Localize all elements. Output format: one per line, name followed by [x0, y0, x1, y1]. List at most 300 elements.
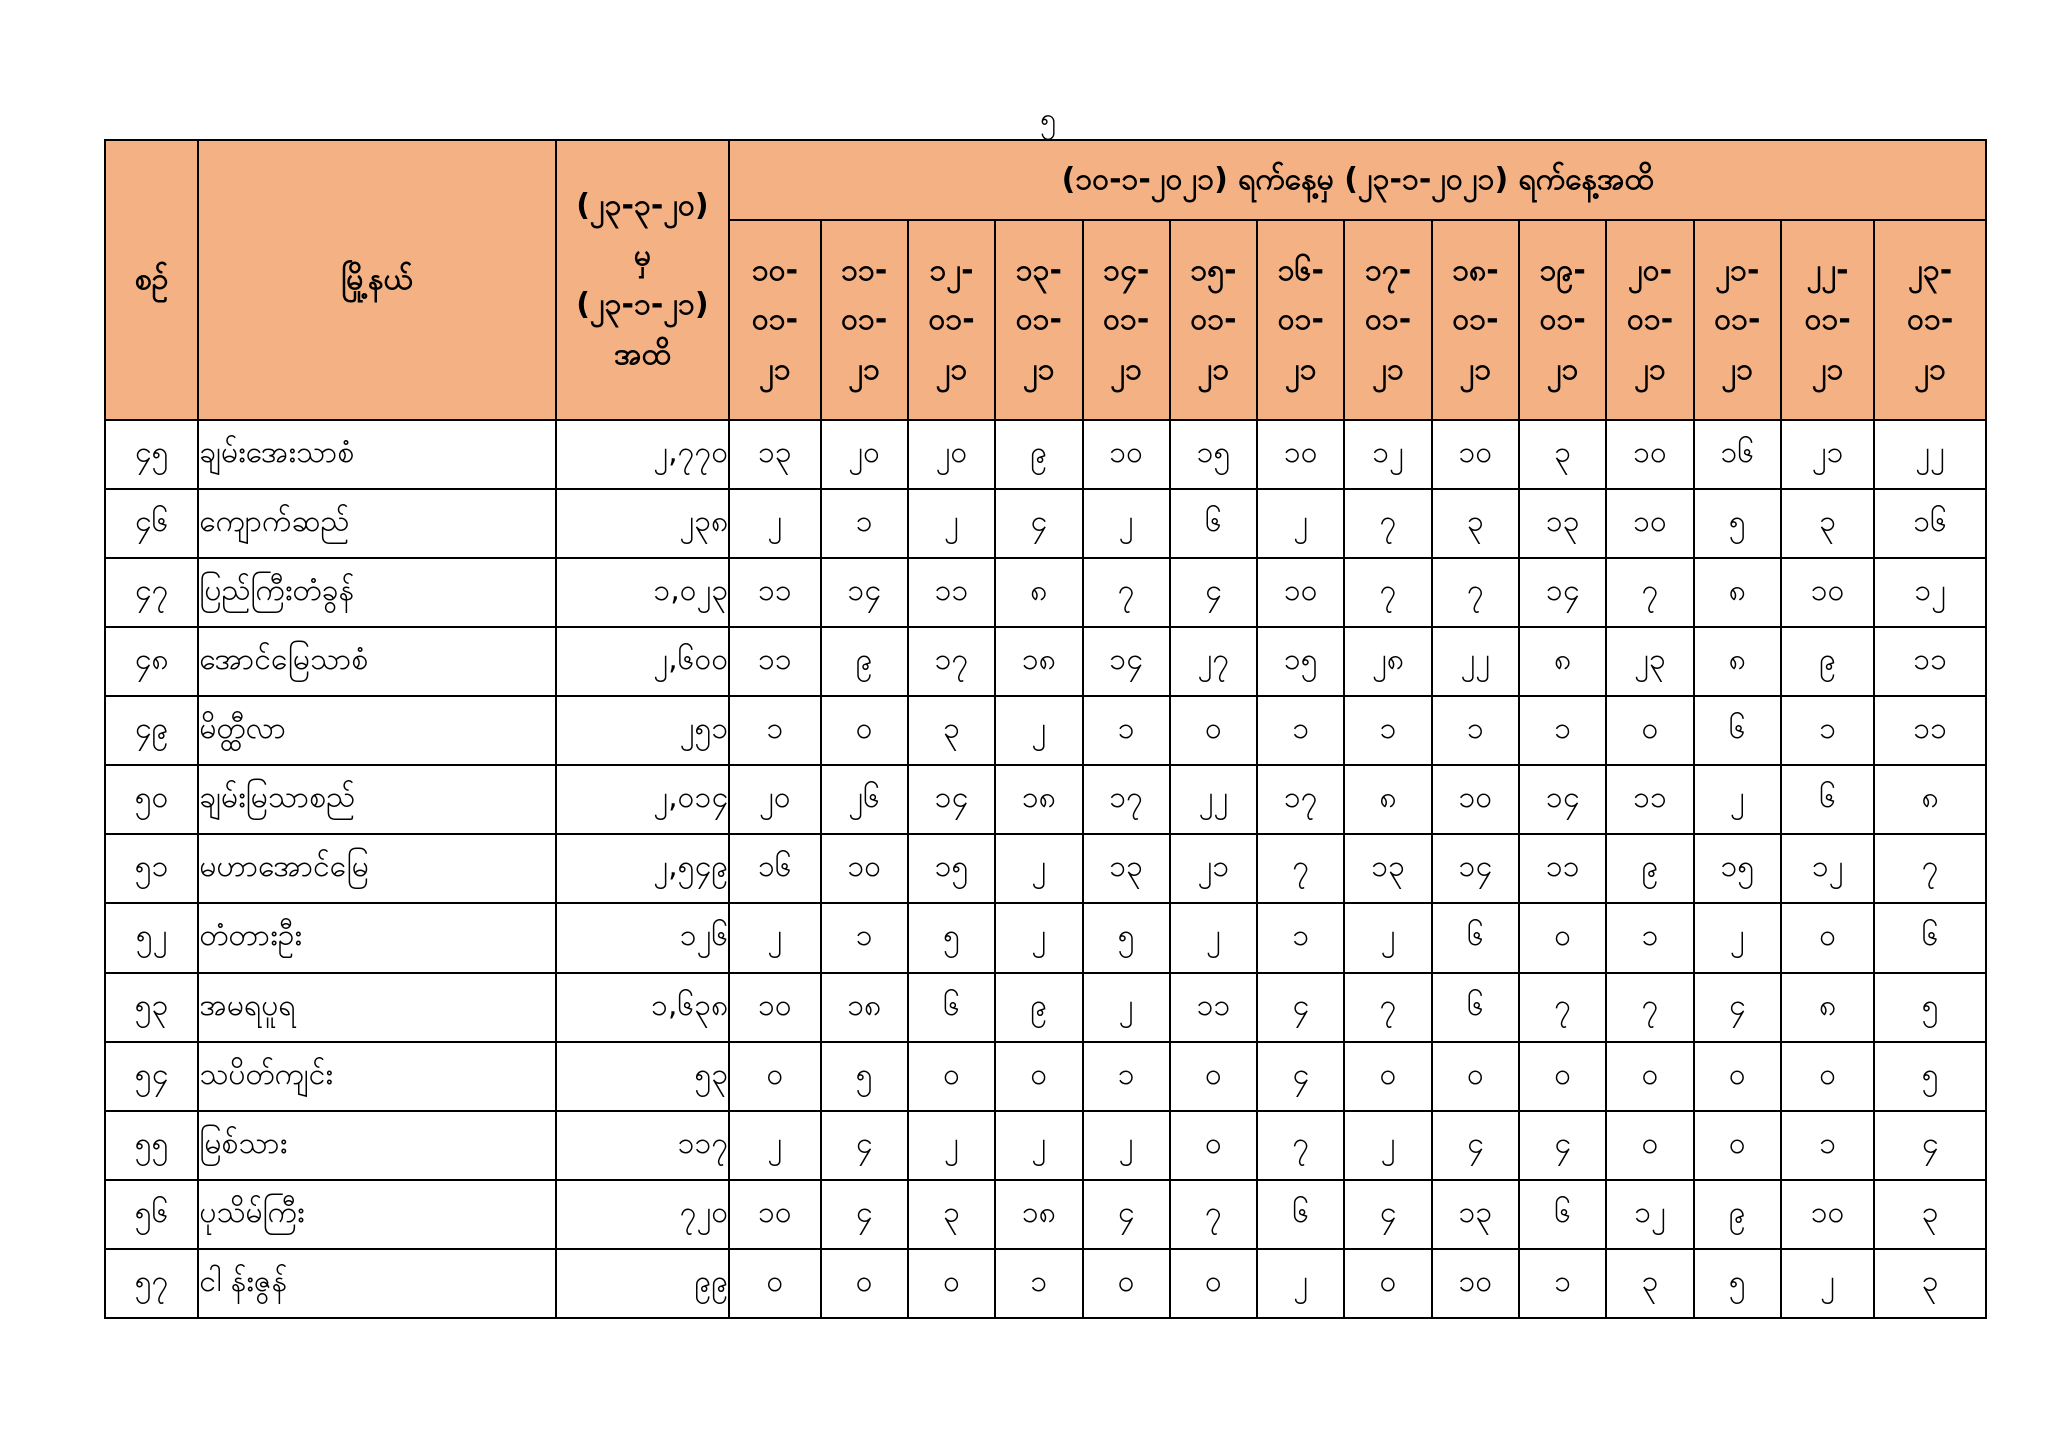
table-row	[105, 765, 1986, 834]
daily-value: ၂	[1257, 1249, 1344, 1318]
daily-value: ၁၀	[1432, 420, 1519, 489]
township-name: မိတ္ထီလာ	[198, 696, 555, 765]
header-date	[1519, 220, 1606, 420]
table-row	[105, 627, 1986, 696]
header-date-part: ၀၁-	[1015, 302, 1062, 338]
header-date-part: ၂၁	[1634, 351, 1666, 387]
daily-value: ၃	[1432, 489, 1519, 558]
daily-value: ၁၅	[1170, 420, 1257, 489]
header-date-part: ၂၁	[1372, 351, 1404, 387]
daily-value: ၂၂	[1874, 420, 1986, 489]
daily-value: ၁၂	[1874, 558, 1986, 627]
daily-value: ၁	[1083, 1042, 1170, 1111]
header-date-part: ၁၈-	[1452, 252, 1499, 288]
daily-value: ၂၀	[821, 420, 908, 489]
daily-value: ၃	[1874, 1249, 1986, 1318]
daily-value: ၂	[729, 903, 820, 972]
daily-value: ၀	[1694, 1111, 1781, 1180]
cumulative-total: ၂,၇၇၀	[556, 420, 730, 489]
daily-value: ၃	[1606, 1249, 1693, 1318]
daily-value: ၃	[1874, 1180, 1986, 1249]
header-date	[1432, 220, 1519, 420]
header-date-part: ၀၁-	[1539, 302, 1586, 338]
header-date-part: ၀၁-	[1804, 302, 1851, 338]
daily-value: ၂	[995, 834, 1082, 903]
daily-value: ၁၃	[1432, 1180, 1519, 1249]
daily-value: ၁၁	[1874, 696, 1986, 765]
table-row	[105, 1249, 1986, 1318]
daily-value: ၂	[1344, 1111, 1431, 1180]
daily-value: ၄	[1694, 973, 1781, 1042]
header-date	[995, 220, 1082, 420]
daily-value: ၄	[1170, 558, 1257, 627]
row-number: ၅၂	[105, 903, 198, 972]
header-date-part: ၁၆-	[1277, 252, 1324, 288]
daily-value: ၁၁	[729, 627, 820, 696]
daily-value: ၉	[821, 627, 908, 696]
daily-value: ၁၁	[729, 558, 820, 627]
header-date-part: ၂၁	[1284, 351, 1317, 387]
daily-value: ၈	[1874, 765, 1986, 834]
daily-value: ၅	[1694, 489, 1781, 558]
header-date	[908, 220, 995, 420]
township-name: မဟာအောင်မြေ	[198, 834, 555, 903]
header-date-part: ၀၁-	[1626, 302, 1674, 338]
daily-value: ၁	[821, 489, 908, 558]
daily-value: ၁၀	[729, 1180, 820, 1249]
header-township: မြို့နယ်	[198, 140, 555, 420]
header-date	[1874, 220, 1986, 420]
header-date-part: ၁၇-	[1365, 252, 1412, 288]
daily-value: ၂	[1781, 1249, 1874, 1318]
daily-value: ၂	[1344, 903, 1431, 972]
township-name: အောင်မြေသာစံ	[198, 627, 555, 696]
daily-value: ၂၇	[1170, 627, 1257, 696]
header-date	[821, 220, 908, 420]
header-date-part: ၀၁-	[841, 302, 888, 338]
daily-value: ၁၀	[1083, 420, 1170, 489]
daily-value: ၁၀	[1432, 765, 1519, 834]
daily-value: ၄	[1257, 973, 1344, 1042]
daily-value: ၀	[1432, 1042, 1519, 1111]
table-row	[105, 558, 1986, 627]
daily-value: ၁၀	[729, 973, 820, 1042]
header-date-part: ၁၃-	[1015, 252, 1062, 288]
header-date-part: ၂၂-	[1806, 252, 1849, 288]
daily-value: ၉	[995, 420, 1082, 489]
header-date-part: ၀၁-	[1190, 302, 1237, 338]
daily-value: ၀	[1694, 1042, 1781, 1111]
page-number: ၅	[1040, 102, 1056, 135]
daily-value: ၀	[729, 1042, 820, 1111]
daily-value: ၁	[1781, 1111, 1874, 1180]
daily-value: ၁၀	[1257, 420, 1344, 489]
row-number: ၅၅	[105, 1111, 198, 1180]
row-number: ၅၀	[105, 765, 198, 834]
daily-value: ၂	[1083, 1111, 1170, 1180]
header-date-part: ၂၁	[1110, 351, 1142, 387]
daily-value: ၀	[1606, 1111, 1693, 1180]
daily-value: ၁၀	[821, 834, 908, 903]
daily-value: ၇	[1083, 558, 1170, 627]
cumulative-total: ၂,၅၄၉	[556, 834, 730, 903]
daily-value: ၁	[1606, 903, 1693, 972]
header-date-part: ၂၁-	[1715, 252, 1760, 288]
daily-value: ၃	[908, 696, 995, 765]
table-row	[105, 1111, 1986, 1180]
header-date-part: ၂၁	[1197, 351, 1230, 387]
row-number: ၅၃	[105, 973, 198, 1042]
header-date	[1170, 220, 1257, 420]
daily-value: ၉	[1606, 834, 1693, 903]
daily-value: ၂	[995, 696, 1082, 765]
header-date	[1257, 220, 1344, 420]
daily-value: ၂၁	[1781, 420, 1874, 489]
daily-value: ၀	[1606, 696, 1693, 765]
daily-value: ၆	[1170, 489, 1257, 558]
table-row	[105, 903, 1986, 972]
header-date-part: ၀၁-	[1277, 302, 1324, 338]
row-number: ၄၇	[105, 558, 198, 627]
cumulative-total: ၁၁၇	[556, 1111, 730, 1180]
cumulative-total: ၂,၆၀၀	[556, 627, 730, 696]
header-row-1	[105, 140, 1986, 220]
daily-value: ၂	[908, 489, 995, 558]
daily-value: ၀	[821, 696, 908, 765]
daily-value: ၁၇	[1083, 765, 1170, 834]
daily-value: ၃	[908, 1180, 995, 1249]
daily-value: ၇	[1170, 1180, 1257, 1249]
header-date-part: ၁၂-	[929, 252, 974, 288]
header-date-part: ၂၁	[1459, 351, 1492, 387]
daily-value: ၁၆	[729, 834, 820, 903]
daily-value: ၁၀	[1432, 1249, 1519, 1318]
daily-value: ၂	[995, 903, 1082, 972]
daily-value: ၁၀	[1257, 558, 1344, 627]
daily-value: ၇	[1257, 1111, 1344, 1180]
daily-value: ၂	[1170, 903, 1257, 972]
row-number: ၅၆	[105, 1180, 198, 1249]
header-date-part: ၀၁-	[1452, 302, 1499, 338]
daily-value: ၁၄	[908, 765, 995, 834]
township-name: ချမ်းအေးသာစံ	[198, 420, 555, 489]
daily-value: ၂	[1694, 765, 1781, 834]
daily-value: ၁၁	[1606, 765, 1693, 834]
daily-value: ၆	[1694, 696, 1781, 765]
header-date	[1083, 220, 1170, 420]
daily-value: ၅	[1083, 903, 1170, 972]
header-date-part: ၂၃-	[1908, 252, 1953, 288]
header-date-part: ၁၉-	[1539, 252, 1586, 288]
daily-value: ၀	[1170, 696, 1257, 765]
header-date	[1344, 220, 1431, 420]
header-cumulative	[556, 140, 730, 420]
daily-value: ၁၂	[1781, 834, 1874, 903]
cumulative-total: ၂,၀၁၄	[556, 765, 730, 834]
table-row	[105, 489, 1986, 558]
table-row	[105, 973, 1986, 1042]
daily-value: ၀	[1781, 903, 1874, 972]
header-date	[1694, 220, 1781, 420]
daily-value: ၁	[1519, 1249, 1606, 1318]
cumulative-total: ၇၂၀	[556, 1180, 730, 1249]
daily-value: ၁၇	[1257, 765, 1344, 834]
daily-value: ၁၈	[995, 1180, 1082, 1249]
daily-value: ၂၆	[821, 765, 908, 834]
row-number: ၅၁	[105, 834, 198, 903]
daily-value: ၀	[1170, 1249, 1257, 1318]
daily-value: ၇	[1344, 973, 1431, 1042]
header-date-part: ၂၁	[1546, 351, 1579, 387]
daily-value: ၁၄	[1519, 558, 1606, 627]
daily-value: ၈	[1694, 627, 1781, 696]
daily-value: ၄	[821, 1111, 908, 1180]
daily-value: ၁၃	[1344, 834, 1431, 903]
township-name: သပိတ်ကျင်း	[198, 1042, 555, 1111]
daily-value: ၅	[1694, 1249, 1781, 1318]
daily-value: ၁၄	[1519, 765, 1606, 834]
township-name: ပြည်ကြီးတံခွန်	[198, 558, 555, 627]
daily-value: ၁၈	[995, 627, 1082, 696]
daily-value: ၂	[1083, 973, 1170, 1042]
daily-value: ၁၇	[908, 627, 995, 696]
header-date	[1781, 220, 1874, 420]
row-number: ၄၆	[105, 489, 198, 558]
row-number: ၄၅	[105, 420, 198, 489]
township-name: တံတားဦး	[198, 903, 555, 972]
daily-value: ၀	[908, 1249, 995, 1318]
daily-value: ၅	[1874, 1042, 1986, 1111]
daily-value: ၄	[1432, 1111, 1519, 1180]
header-date-part: ၀၁-	[1365, 302, 1412, 338]
daily-value: ၁၃	[1083, 834, 1170, 903]
daily-value: ၄	[1083, 1180, 1170, 1249]
cumulative-total: ၉၉	[556, 1249, 730, 1318]
daily-value: ၁၂	[1606, 1180, 1693, 1249]
cumulative-total: ၂၃၈	[556, 489, 730, 558]
header-cumulative-line: (၂၃-၃-၂၀)	[576, 188, 709, 223]
daily-value: ၁	[1519, 696, 1606, 765]
daily-value: ၀	[1781, 1042, 1874, 1111]
daily-value: ၆	[1257, 1180, 1344, 1249]
daily-value: ၈	[1344, 765, 1431, 834]
table-row	[105, 834, 1986, 903]
daily-value: ၁	[1083, 696, 1170, 765]
header-serial: စဉ်	[105, 140, 198, 420]
daily-value: ၇	[1344, 489, 1431, 558]
daily-value: ၄	[1344, 1180, 1431, 1249]
daily-value: ၅	[821, 1042, 908, 1111]
daily-value: ၁၈	[821, 973, 908, 1042]
daily-value: ၀	[729, 1249, 820, 1318]
daily-value: ၁၀	[1606, 420, 1693, 489]
daily-value: ၀	[1170, 1111, 1257, 1180]
header-date-part: ၂၁	[1023, 351, 1055, 387]
header-date-part: ၀၁-	[928, 302, 975, 338]
daily-value: ၁၆	[1694, 420, 1781, 489]
daily-value: ၁	[1257, 696, 1344, 765]
daily-value: ၁	[1432, 696, 1519, 765]
daily-value: ၁၁	[1519, 834, 1606, 903]
table-row	[105, 696, 1986, 765]
daily-value: ၁	[995, 1249, 1082, 1318]
daily-value: ၆	[1432, 903, 1519, 972]
daily-value: ၁၈	[995, 765, 1082, 834]
header-date-part: ၂၁	[1721, 351, 1754, 387]
header-date-part: ၁၄-	[1103, 252, 1150, 288]
daily-value: ၂၂	[1170, 765, 1257, 834]
header-period: (၁၀-၁-၂၀၂၁) ရက်နေ့မှ (၂၃-၁-၂၀၂၁) ရက်နေ့အထိ	[729, 140, 1986, 220]
daily-value: ၁	[1257, 903, 1344, 972]
daily-value: ၄	[1257, 1042, 1344, 1111]
daily-value: ၄	[1519, 1111, 1606, 1180]
daily-value: ၁၀	[1781, 1180, 1874, 1249]
daily-value: ၂၀	[908, 420, 995, 489]
header-date	[1606, 220, 1693, 420]
daily-value: ၉	[1781, 627, 1874, 696]
cumulative-total: ၅၃	[556, 1042, 730, 1111]
header-date-part: ၀၁-	[751, 302, 799, 338]
daily-value: ၅	[908, 903, 995, 972]
daily-value: ၂	[1257, 489, 1344, 558]
daily-value: ၀	[908, 1042, 995, 1111]
daily-value: ၀	[1519, 903, 1606, 972]
township-name: အမရပူရ	[198, 973, 555, 1042]
daily-value: ၁၄	[1432, 834, 1519, 903]
header-date-part: ၂၁	[935, 351, 968, 387]
daily-value: ၀	[1170, 1042, 1257, 1111]
header-date-part: ၂၁	[759, 351, 791, 387]
header-date-part: ၀၁-	[1714, 302, 1761, 338]
daily-value: ၁၅	[908, 834, 995, 903]
daily-value: ၂	[995, 1111, 1082, 1180]
table-row	[105, 1042, 1986, 1111]
daily-value: ၈	[1781, 973, 1874, 1042]
daily-value: ၇	[1874, 834, 1986, 903]
daily-value: ၂	[729, 1111, 820, 1180]
daily-value: ၁၂	[1344, 420, 1431, 489]
daily-value: ၇	[1606, 973, 1693, 1042]
daily-value: ၂	[908, 1111, 995, 1180]
daily-value: ၂၁	[1170, 834, 1257, 903]
daily-value: ၂၈	[1344, 627, 1431, 696]
daily-value: ၁၃	[729, 420, 820, 489]
table-row	[105, 420, 1986, 489]
daily-value: ၄	[821, 1180, 908, 1249]
daily-value: ၇	[1519, 973, 1606, 1042]
township-name: ချမ်းမြသာစည်	[198, 765, 555, 834]
data-table	[104, 139, 1987, 1319]
daily-value: ၀	[1344, 1249, 1431, 1318]
daily-value: ၈	[1694, 558, 1781, 627]
daily-value: ၁၃	[1519, 489, 1606, 558]
daily-value: ၁	[729, 696, 820, 765]
daily-value: ၁၄	[1083, 627, 1170, 696]
daily-value: ၇	[1432, 558, 1519, 627]
header-date-part: ၀၁-	[1103, 302, 1150, 338]
daily-value: ၉	[995, 973, 1082, 1042]
table-row	[105, 1180, 1986, 1249]
header-date-part: ၂၀-	[1628, 252, 1673, 288]
daily-value: ၆	[908, 973, 995, 1042]
header-date-part: ၀၁-	[1907, 302, 1954, 338]
township-name: ပုသိမ်ကြီး	[198, 1180, 555, 1249]
header-cumulative-line: အထိ	[614, 336, 671, 372]
daily-value: ၁၀	[1781, 558, 1874, 627]
table-body	[105, 420, 1986, 1318]
header-date	[729, 220, 820, 420]
cumulative-total: ၁,၀၂၃	[556, 558, 730, 627]
daily-value: ၀	[1519, 1042, 1606, 1111]
daily-value: ၁၅	[1257, 627, 1344, 696]
header-date-part: ၂၁	[1914, 351, 1946, 387]
daily-value: ၈	[1519, 627, 1606, 696]
row-number: ၅၇	[105, 1249, 198, 1318]
township-name: ငါ န်းဇွန်	[198, 1249, 555, 1318]
daily-value: ၅	[1874, 973, 1986, 1042]
row-number: ၄၈	[105, 627, 198, 696]
daily-value: ၄	[1874, 1111, 1986, 1180]
cumulative-total: ၂၅၁	[556, 696, 730, 765]
header-date-part: ၁၁-	[841, 252, 888, 288]
row-number: ၅၄	[105, 1042, 198, 1111]
daily-value: ၄	[995, 489, 1082, 558]
daily-value: ၁၀	[1606, 489, 1693, 558]
daily-value: ၁၁	[1874, 627, 1986, 696]
daily-value: ၂	[1694, 903, 1781, 972]
header-date-part: ၂၁	[1811, 351, 1844, 387]
daily-value: ၂၀	[729, 765, 820, 834]
daily-value: ၁	[1781, 696, 1874, 765]
header-cumulative-line: (၂၃-၁-၂၁)	[576, 287, 709, 322]
daily-value: ၉	[1694, 1180, 1781, 1249]
daily-value: ၁၁	[1170, 973, 1257, 1042]
township-name: ကျောက်ဆည်	[198, 489, 555, 558]
township-name: မြစ်သား	[198, 1111, 555, 1180]
daily-value: ၇	[1344, 558, 1431, 627]
daily-value: ၀	[1083, 1249, 1170, 1318]
daily-value: ၃	[1519, 420, 1606, 489]
daily-value: ၆	[1874, 903, 1986, 972]
daily-value: ၆	[1519, 1180, 1606, 1249]
cumulative-total: ၁၂၆	[556, 903, 730, 972]
daily-value: ၆	[1781, 765, 1874, 834]
daily-value: ၁	[821, 903, 908, 972]
daily-value: ၂	[729, 489, 820, 558]
cumulative-total: ၁,၆၃၈	[556, 973, 730, 1042]
daily-value: ၂	[1083, 489, 1170, 558]
daily-value: ၀	[821, 1249, 908, 1318]
header-date-part: ၂၁	[848, 351, 881, 387]
daily-value: ၆	[1432, 973, 1519, 1042]
daily-value: ၇	[1606, 558, 1693, 627]
daily-value: ၀	[995, 1042, 1082, 1111]
header-date-part: ၁၀-	[751, 252, 799, 288]
daily-value: ၁၁	[908, 558, 995, 627]
daily-value: ၁၅	[1694, 834, 1781, 903]
daily-value: ၀	[1606, 1042, 1693, 1111]
daily-value: ၂၃	[1606, 627, 1693, 696]
daily-value: ၂၂	[1432, 627, 1519, 696]
daily-value: ၁၆	[1874, 489, 1986, 558]
header-cumulative-line: မှ	[633, 237, 651, 273]
daily-value: ၇	[1257, 834, 1344, 903]
daily-value: ၁၄	[821, 558, 908, 627]
daily-value: ၁	[1344, 696, 1431, 765]
header-date-part: ၁၅-	[1190, 252, 1237, 288]
daily-value: ၀	[1344, 1042, 1431, 1111]
daily-value: ၃	[1781, 489, 1874, 558]
